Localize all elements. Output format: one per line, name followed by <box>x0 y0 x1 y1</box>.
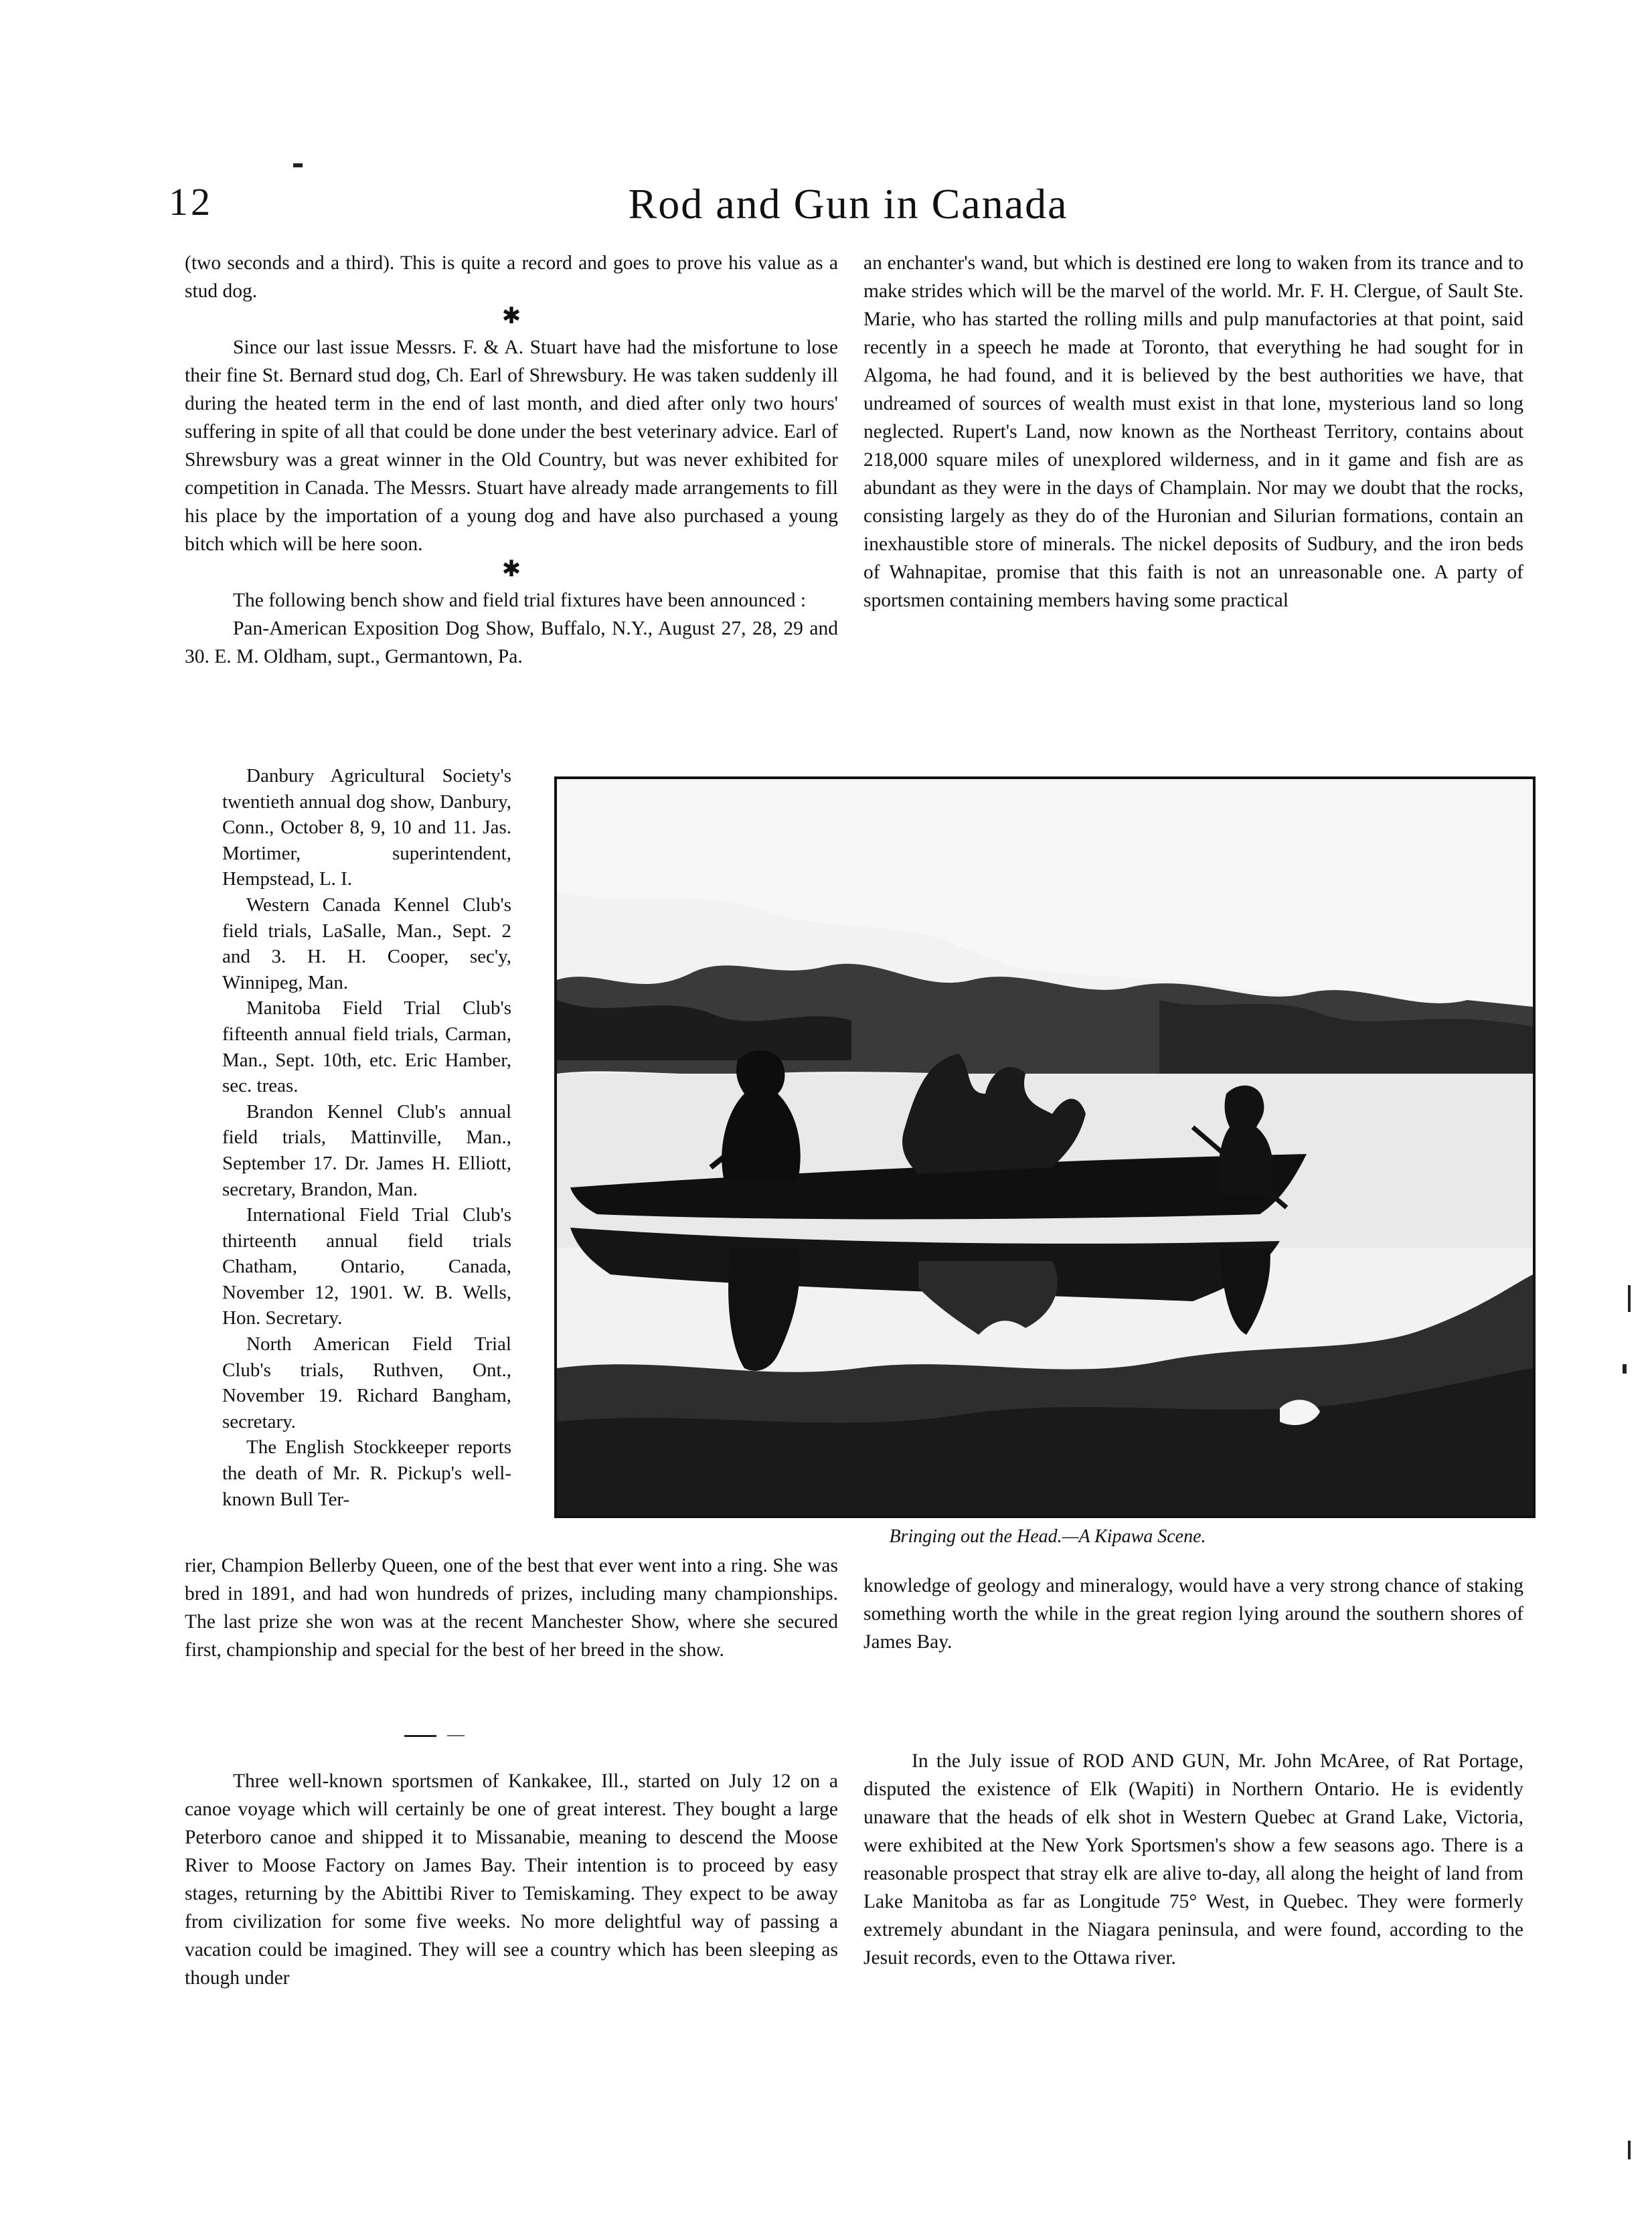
right-column-top <box>863 249 1523 614</box>
page-number: 12 <box>169 180 213 224</box>
fixture-list <box>222 763 511 1512</box>
fixture-entry: North American Field Trial Club's trials, Ruthven, Ont., November 19. Richard Bangham, secretary. <box>222 1333 511 1432</box>
print-mark <box>1628 2141 1631 2159</box>
right-column-bottom <box>863 1747 1523 1972</box>
print-mark <box>293 163 303 167</box>
paragraph-northern-wilderness: an enchanter's wand, but which is destined ere long to waken from its trance and to make strides which will be the marvel of the world. Mr. F. H. Clergue, of Sault Ste. Marie, who has started the rolling mills and pulp manufactories at that point, said recently in a speech he made at Toronto, that everything he had sought for in Algoma, he had found, and it is believed by the best authorities we have, that undreamed of sources of wealth must exist in that lone, mysterious land so long neglected. Rupert's Land, now known as the Northeast Territory, contains about 218,000 square miles of unexplored wilderness, and in it game and fish are as abundant as they were in the days of Champlain. Nor may we doubt that the rocks, consisting largely as they do of the Huronian and Silurian formations, contain an inexhaustible store of minerals. The nickel deposits of Sudbury, and the iron beds of Wahnapitae, promise that this faith is not an unreasonable one. A party of sportsmen containing members having some practical <box>863 252 1523 611</box>
right-column-middle <box>863 1572 1523 1656</box>
fixture-entry: Manitoba Field Trial Club's fifteenth annual field trials, Carman, Man., Sept. 10th, etc. Eric Hamber, sec. treas. <box>222 997 511 1097</box>
section-separator-star: ✱ <box>501 557 521 582</box>
section-divider <box>447 1735 465 1736</box>
left-column-top <box>185 249 838 671</box>
section-divider <box>404 1735 436 1737</box>
page-header <box>169 179 1527 240</box>
running-title: Rod and Gun in Canada <box>628 180 1068 228</box>
left-column-middle <box>185 1552 838 1664</box>
canoe-photo-illustration <box>557 779 1533 1515</box>
left-column-bottom <box>185 1767 838 1992</box>
fixture-entry: International Field Trial Club's thirteenth annual field trials Chatham, Ontario, Canada, November 12, 1901. W. B. Wells, Hon. Secretary. <box>222 1204 511 1329</box>
section-separator-star: ✱ <box>501 304 521 329</box>
photo-caption: Bringing out the Head.—A Kipawa Scene. <box>889 1526 1206 1547</box>
print-mark <box>1628 1285 1631 1312</box>
print-mark <box>1623 1364 1627 1374</box>
paragraph-pan-american-show: Pan-American Exposition Dog Show, Buffalo, N.Y., August 27, 28, 29 and 30. E. M. Oldham, supt., Germantown, Pa. <box>185 618 838 667</box>
paragraph-fixtures-intro: The following bench show and field trial fixtures have been announced : <box>233 590 807 611</box>
paragraph-stockkeeper-start: The English Stockkeeper reports the death of Mr. R. Pickup's well-known Bull Ter- <box>222 1436 511 1510</box>
paragraph-stuart-st-bernard: Since our last issue Messrs. F. & A. Stuart have had the misfortune to lose their fine St. Bernard stud dog, Ch. Earl of Shrewsbury. He was taken suddenly ill during the heated term in the end of last month, and died after only two hours' suffering in spite of all that could be done under the best veterinary advice. Earl of Shrewsbury was a great winner in the Old Country, but was never exhibited for competition in Canada. The Messrs. Stuart have already made arrangements to fill his place by the importation of a young dog and have also purchased a young bitch which will be here soon. <box>185 337 838 555</box>
paragraph-elk-wapiti: In the July issue of ROD AND GUN, Mr. John McAree, of Rat Portage, disputed the existence of Elk (Wapiti) in Northern Ontario. He is evidently unaware that the heads of elk shot in Western Quebec at Grand Lake, Victoria, were exhibited at the New York Sportsmen's show a few seasons ago. There is a reasonable prospect that stray elk are alive to-day, all along the height of land from Lake Manitoba as far as Longitude 75° West, in Quebec. They were formerly extremely abundant in the Niagara peninsula, and were found, according to the Jesuit records, even to the Ottawa river. <box>863 1750 1523 1969</box>
fixture-entry: Danbury Agricultural Society's twentieth annual dog show, Danbury, Conn., October 8, 9, 10 and 11. Jas. Mortimer, superintendent, Hempstead, L. I. <box>222 765 511 890</box>
paragraph-geology-party: knowledge of geology and mineralogy, would have a very strong chance of staking something worth the while in the great region lying around the southern shores of James Bay. <box>863 1575 1523 1653</box>
paragraph-kankakee-canoe: Three well-known sportsmen of Kankakee, Ill., started on July 12 on a canoe voyage which will certainly be one of great interest. They bought a large Peterboro canoe and shipped it to Missanabie, meaning to descend the Moose River to Moose Factory on James Bay. Their intention is to proceed by easy stages, returning by the Abittibi River to Temiskaming. They expect to be away from civilization for some five weeks. No more delightful way of passing a vacation could be imagined. They will see a country which has been sleeping as though under <box>185 1770 838 1989</box>
fixture-entry: Western Canada Kennel Club's field trials, LaSalle, Man., Sept. 2 and 3. H. H. Cooper, sec'y, Winnipeg, Man. <box>222 894 511 993</box>
canoe-photograph <box>554 776 1536 1518</box>
paragraph-stud-dog-record: (two seconds and a third). This is quite a record and goes to prove his value as a stud dog. <box>185 252 838 302</box>
fixture-entry: Brandon Kennel Club's annual field trials, Mattinville, Man., September 17. Dr. James H. Elliott, secretary, Brandon, Man. <box>222 1100 511 1200</box>
paragraph-stockkeeper-end: rier, Champion Bellerby Queen, one of the best that ever went into a ring. She was bred in 1891, and had won hundreds of prizes, including many championships. The last prize she won was at the recent Manchester Show, where she secured first, championship and special for the best of her breed in the show. <box>185 1555 838 1661</box>
